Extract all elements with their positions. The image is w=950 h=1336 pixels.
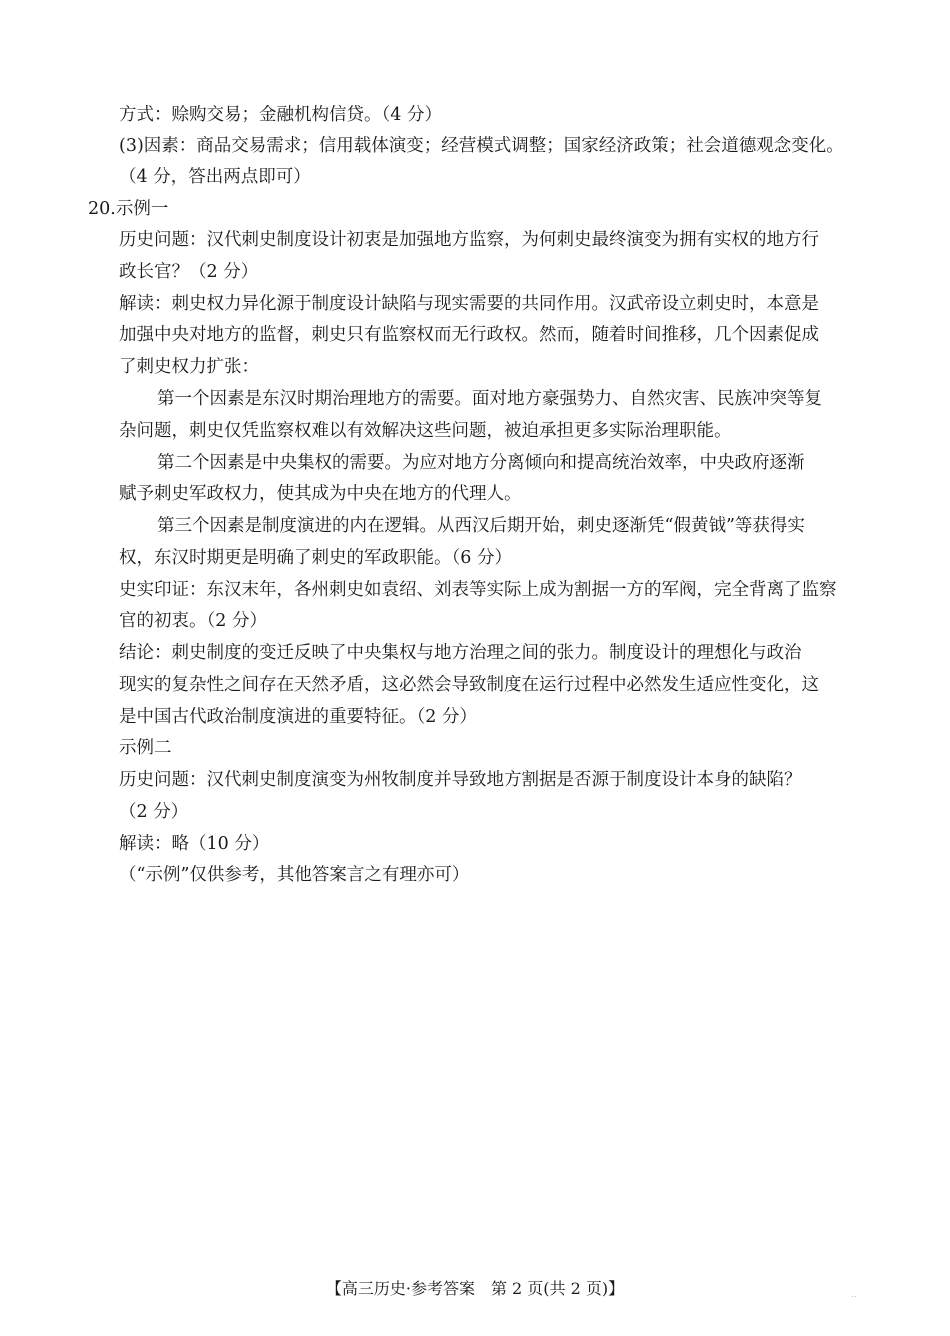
answer-line: 解读：略（10 分） [119, 834, 270, 854]
paragraph-line: 第二个因素是中央集权的需要。为应对地方分离倾向和提高统治效率，中央政府逐渐 [157, 453, 805, 473]
answer-line: (3)因素：商品交易需求；信用载体演变；经营模式调整；国家经济政策；社会道德观念变化。 [119, 136, 844, 156]
corner-mark: .. [851, 1290, 857, 1300]
question-number: 20.示例一 [88, 199, 169, 219]
answer-line: 加强中央对地方的监督，刺史只有监察权而无行政权。然而，随着时间推移，几个因素促成 [119, 325, 819, 345]
example-heading: 示例二 [119, 738, 172, 758]
page-footer: 【高三历史·参考答案 第 2 页(共 2 页)】 [325, 1279, 625, 1298]
answer-line: 史实印证：东汉末年，各州刺史如袁绍、刘表等实际上成为割据一方的军阀，完全背离了监察 [119, 580, 837, 600]
answer-line: 解读：刺史权力异化源于制度设计缺陷与现实需要的共同作用。汉武帝设立刺史时，本意是 [119, 294, 819, 314]
answer-line: 是中国古代政治制度演进的重要特征。（2 分） [119, 707, 477, 727]
answer-line: 政长官？（2 分） [119, 262, 259, 282]
answer-line: 历史问题：汉代刺史制度演变为州牧制度并导致地方割据是否源于制度设计本身的缺陷？ [119, 770, 802, 790]
answer-line: （4 分，答出两点即可） [119, 167, 311, 187]
paragraph-line: 第三个因素是制度演进的内在逻辑。从西汉后期开始，刺史逐渐凭“假黄钺”等获得实 [157, 516, 805, 536]
answer-line: 现实的复杂性之间存在天然矛盾，这必然会导致制度在运行过程中必然发生适应性变化，这 [119, 675, 819, 695]
answer-line: 官的初衷。（2 分） [119, 611, 267, 631]
answer-line: 了刺史权力扩张： [119, 357, 259, 377]
paragraph-line: 杂问题，刺史仅凭监察权难以有效解决这些问题，被迫承担更多实际治理职能。 [119, 421, 732, 441]
paragraph-line: 第一个因素是东汉时期治理地方的需要。面对地方豪强势力、自然灾害、民族冲突等复 [157, 389, 822, 409]
answer-line: 方式：赊购交易；金融机构信贷。（4 分） [119, 105, 442, 125]
paragraph-line: 权，东汉时期更是明确了刺史的军政职能。（6 分） [119, 548, 512, 568]
note-line: （“示例”仅供参考，其他答案言之有理亦可） [119, 865, 470, 885]
answer-line: 历史问题：汉代刺史制度设计初衷是加强地方监察，为何刺史最终演变为拥有实权的地方行 [119, 230, 819, 250]
paragraph-line: 赋予刺史军政权力，使其成为中央在地方的代理人。 [119, 484, 522, 504]
answer-line: （2 分） [119, 802, 189, 822]
answer-line: 结论：刺史制度的变迁反映了中央集权与地方治理之间的张力。制度设计的理想化与政治 [119, 643, 802, 663]
